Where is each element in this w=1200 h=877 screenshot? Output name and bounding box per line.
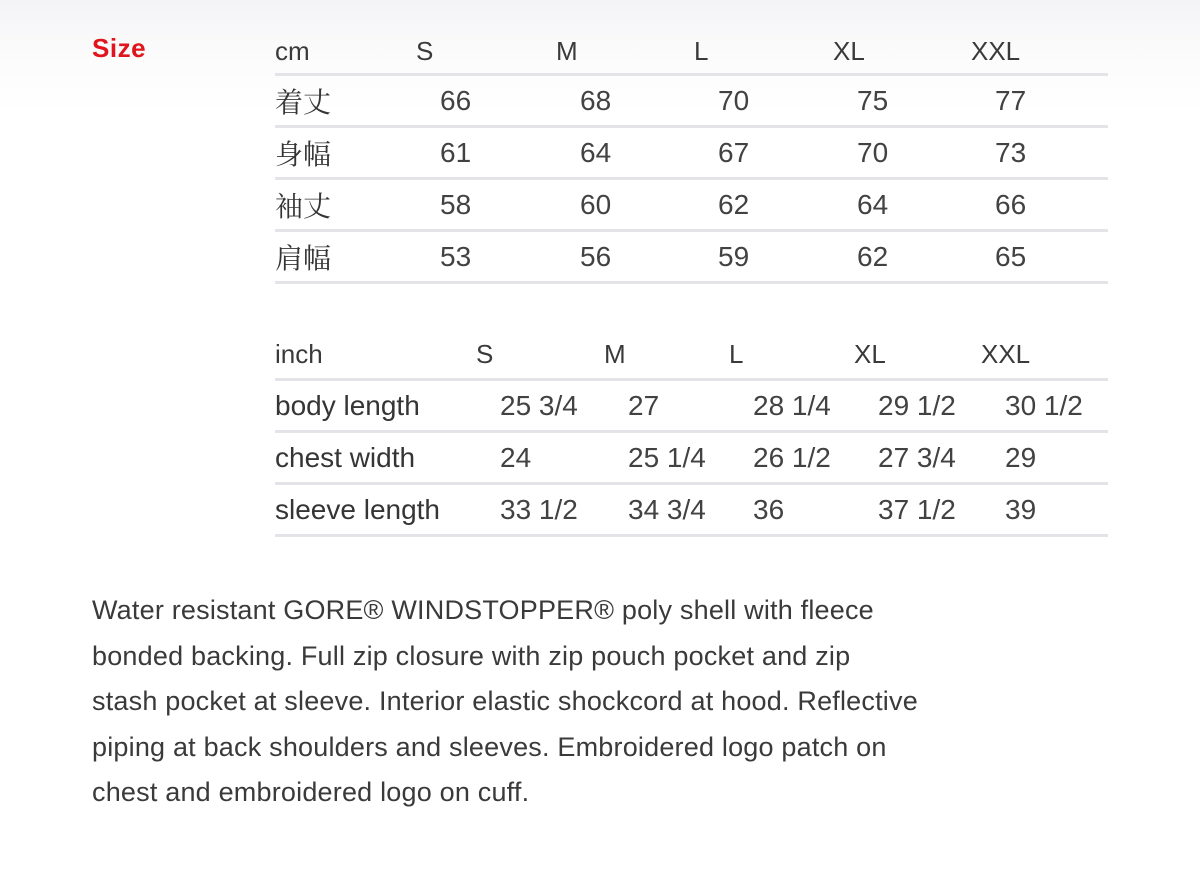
cell-value: 60 <box>580 188 612 220</box>
cell-value: 29 <box>1005 441 1037 473</box>
cell-value: 62 <box>718 188 750 220</box>
cm-row-sleeve-length <box>275 180 1108 232</box>
inch-size-header-xxl: XXL <box>981 338 1031 369</box>
inch-unit-label: inch <box>275 338 323 369</box>
cell-value: 66 <box>995 188 1027 220</box>
cm-size-header-l: L <box>694 36 709 66</box>
row-label: body length <box>275 389 420 421</box>
cm-unit-label: cm <box>275 36 310 66</box>
cm-size-header-s: S <box>416 36 434 66</box>
cell-value: 70 <box>857 136 889 168</box>
cell-value: 65 <box>995 240 1027 272</box>
cm-table-header-row <box>275 30 1108 76</box>
inch-size-table <box>275 330 1108 537</box>
description-line: bonded backing. Full zip closure with zip pouch pocket and zip <box>92 640 851 671</box>
cell-value: 77 <box>995 84 1027 116</box>
inch-size-header-l: L <box>729 338 744 369</box>
description-line: piping at back shoulders and sleeves. Embroidered logo patch on <box>92 731 887 762</box>
row-label: 身幅 <box>275 138 332 170</box>
cell-value: 56 <box>580 240 612 272</box>
cell-value: 58 <box>440 188 472 220</box>
cell-value: 59 <box>718 240 750 272</box>
cell-value: 30 1/2 <box>1005 389 1083 421</box>
description-line: stash pocket at sleeve. Interior elastic shockcord at hood. Reflective <box>92 686 918 716</box>
cell-value: 64 <box>857 188 889 220</box>
cm-row-chest-width <box>275 128 1108 180</box>
inch-row-sleeve-length <box>275 485 1108 537</box>
inch-table-header-row <box>275 330 1108 381</box>
cell-value: 70 <box>718 84 750 116</box>
description-line: chest and embroidered logo on cuff. <box>92 777 530 807</box>
cell-value: 37 1/2 <box>878 493 956 525</box>
cell-value: 33 1/2 <box>500 493 578 525</box>
cell-value: 73 <box>995 136 1027 168</box>
inch-row-chest-width <box>275 433 1108 485</box>
product-description <box>92 588 918 816</box>
cm-size-header-xxl: XXL <box>971 36 1021 66</box>
row-label: chest width <box>275 441 416 473</box>
cell-value: 75 <box>857 84 889 116</box>
cell-value: 27 3/4 <box>878 441 956 473</box>
cell-value: 34 3/4 <box>628 493 706 525</box>
cell-value: 28 1/4 <box>753 389 831 421</box>
cm-row-shoulder-width <box>275 232 1108 284</box>
row-label: 肩幅 <box>275 242 332 274</box>
cm-size-table <box>275 30 1108 284</box>
cell-value: 36 <box>753 493 785 525</box>
cell-value: 27 <box>628 389 660 421</box>
cm-size-header-xl: XL <box>833 36 865 66</box>
size-tables <box>275 30 1108 537</box>
cm-size-header-m: M <box>556 36 578 66</box>
cell-value: 68 <box>580 84 612 116</box>
cm-row-body-length <box>275 76 1108 128</box>
cell-value: 53 <box>440 240 472 272</box>
cell-value: 24 <box>500 441 532 473</box>
inch-size-header-xl: XL <box>854 338 886 369</box>
cell-value: 25 3/4 <box>500 389 578 421</box>
size-heading: Size <box>92 33 147 63</box>
row-label: 袖丈 <box>275 190 332 222</box>
description-line: Water resistant GORE® WINDSTOPPER® poly shell with fleece <box>92 595 874 625</box>
inch-size-header-s: S <box>476 338 494 369</box>
row-label: 着丈 <box>275 86 332 118</box>
inch-size-header-m: M <box>604 338 626 369</box>
row-label: sleeve length <box>275 493 441 525</box>
cell-value: 25 1/4 <box>628 441 706 473</box>
cell-value: 67 <box>718 136 750 168</box>
cell-value: 26 1/2 <box>753 441 831 473</box>
inch-row-body-length <box>275 381 1108 433</box>
cell-value: 66 <box>440 84 472 116</box>
cell-value: 39 <box>1005 493 1037 525</box>
cell-value: 62 <box>857 240 889 272</box>
cell-value: 61 <box>440 136 472 168</box>
cell-value: 29 1/2 <box>878 389 956 421</box>
cell-value: 64 <box>580 136 612 168</box>
